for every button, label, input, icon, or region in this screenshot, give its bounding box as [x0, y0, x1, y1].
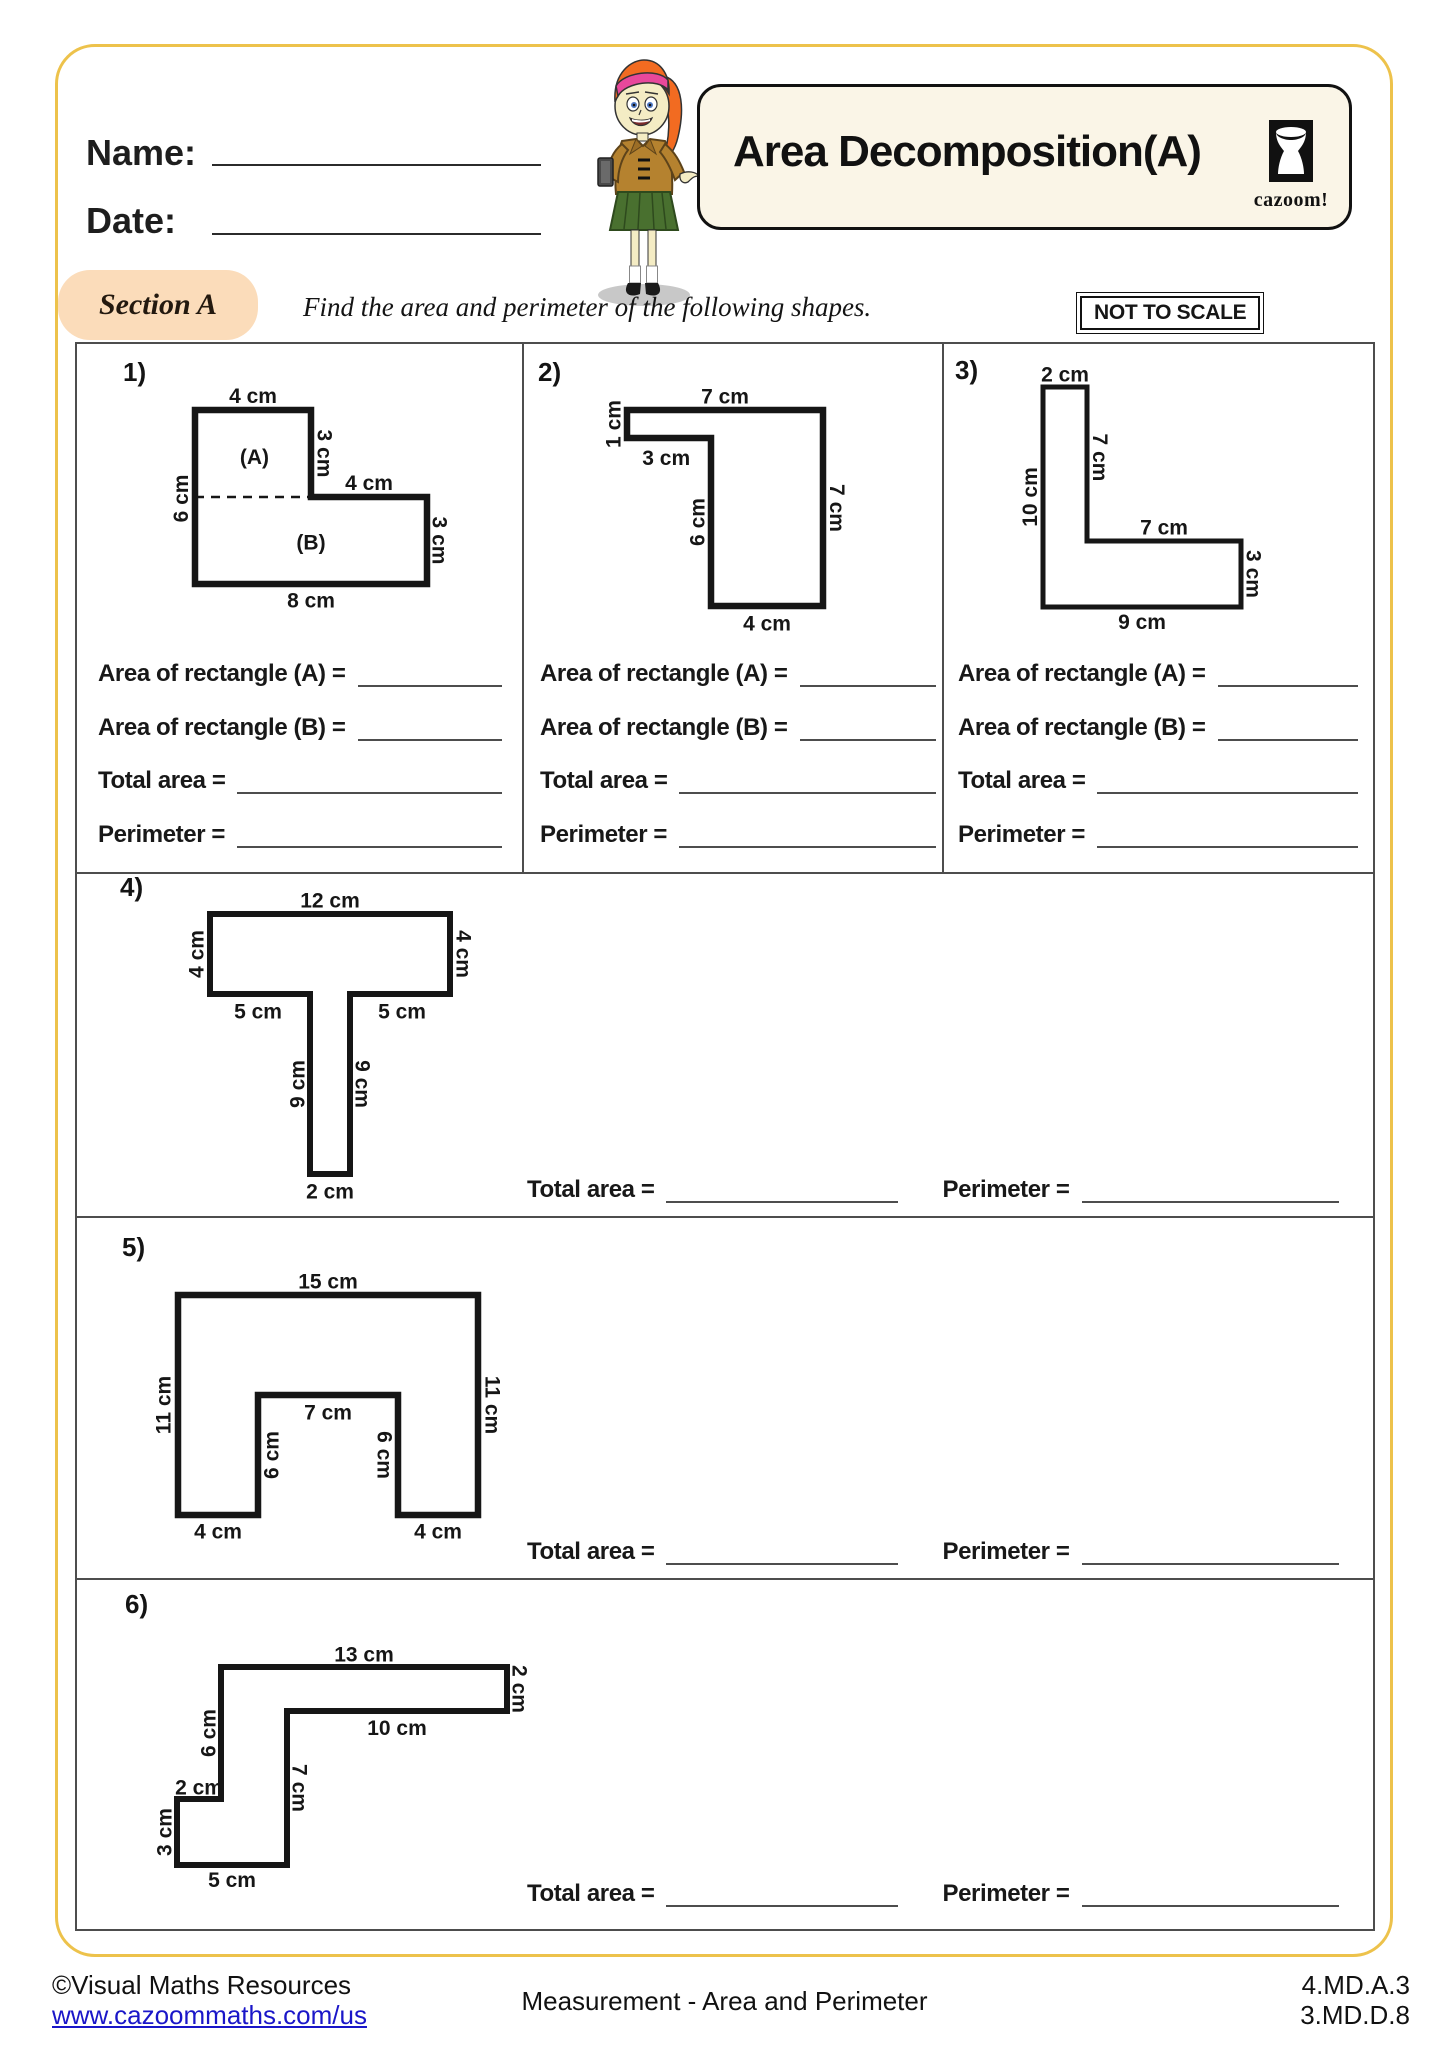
answer-row-total	[958, 767, 1358, 799]
answer-row-area-b	[98, 714, 502, 746]
answer-row-perimeter	[540, 821, 936, 853]
problem-5-shape-diagram	[114, 1255, 554, 1560]
footer-standards-codes	[1240, 1970, 1410, 2030]
svg-text:11 cm: 11 cm	[152, 1375, 176, 1435]
answer-blank-line	[666, 1538, 898, 1565]
problem-4-totals-row	[527, 1176, 1339, 1208]
problem-2-answer-block	[540, 660, 936, 874]
svg-text:(A): (A)	[239, 445, 270, 469]
svg-text:12 cm: 12 cm	[300, 889, 360, 913]
answer-row-area-a	[958, 660, 1358, 692]
svg-text:6 cm: 6 cm	[170, 474, 194, 523]
problem-5-number: 5)	[122, 1232, 146, 1262]
answer-blank-line	[666, 1880, 898, 1907]
answer-row-area-a	[540, 660, 936, 692]
svg-text:7 cm: 7 cm	[1140, 516, 1188, 540]
area-b-label: Area of rectangle (B) =	[540, 713, 788, 741]
problem-3-shape-diagram	[979, 350, 1309, 655]
problem-1-number: 1)	[123, 357, 147, 387]
footer-topic: Measurement - Area and Perimeter	[521, 1986, 928, 2016]
answer-blank-line	[800, 714, 936, 741]
svg-text:10 cm: 10 cm	[367, 1717, 427, 1741]
answer-blank-line	[800, 660, 936, 687]
answer-blank-line	[1082, 1538, 1340, 1565]
svg-text:2 cm: 2 cm	[1041, 363, 1089, 387]
svg-text:4 cm: 4 cm	[345, 472, 393, 496]
svg-text:3 cm: 3 cm	[642, 447, 691, 471]
answer-row-area-a	[98, 660, 502, 692]
area-b-label: Area of rectangle (B) =	[958, 713, 1206, 741]
total-area-label: Total area =	[540, 767, 668, 794]
answer-row-total	[540, 767, 936, 799]
answer-blank-line	[1082, 1880, 1340, 1907]
problem-5-totals-row	[527, 1538, 1339, 1570]
svg-text:8 cm: 8 cm	[287, 589, 335, 613]
svg-text:3 cm: 3 cm	[312, 429, 336, 478]
svg-text:5 cm: 5 cm	[234, 1000, 282, 1024]
svg-text:4 cm: 4 cm	[451, 930, 475, 978]
svg-text:7 cm: 7 cm	[304, 1401, 352, 1425]
problem-4-shape-diagram	[150, 878, 520, 1213]
problem-2-number: 2)	[538, 357, 562, 387]
svg-text:10 cm: 10 cm	[1018, 467, 1042, 527]
svg-text:6 cm: 6 cm	[197, 1709, 221, 1757]
cazoom-website-link[interactable]: www.cazoommaths.com/us	[52, 2000, 367, 2030]
cazoom-logo	[1246, 120, 1336, 212]
total-area-label: Total area =	[527, 1176, 655, 1203]
row-divider-2	[77, 1216, 1373, 1218]
area-a-label: Area of rectangle (A) =	[958, 660, 1206, 687]
answer-row-area-b	[958, 714, 1358, 746]
total-area-label: Total area =	[527, 1880, 655, 1907]
svg-text:3 cm: 3 cm	[153, 1808, 177, 1856]
problem-6-totals-row	[527, 1880, 1339, 1912]
answer-row-total	[98, 767, 502, 799]
svg-text:3 cm: 3 cm	[1241, 550, 1265, 598]
perimeter-label: Perimeter =	[98, 820, 226, 848]
answer-blank-line	[237, 767, 502, 794]
svg-text:6 cm: 6 cm	[686, 498, 710, 546]
perimeter-label: Perimeter =	[942, 1538, 1070, 1565]
svg-text:9 cm: 9 cm	[350, 1060, 374, 1108]
problem-4-number: 4)	[120, 872, 144, 902]
total-area-label: Total area =	[527, 1538, 655, 1565]
svg-text:(B): (B)	[296, 531, 326, 555]
logo-text: cazoom!	[1253, 189, 1329, 211]
row-divider-3	[77, 1578, 1373, 1580]
svg-text:3 cm: 3 cm	[427, 516, 451, 565]
standard-code: 4.MD.A.3	[1301, 1970, 1410, 2000]
answer-blank-line	[1082, 1176, 1340, 1203]
column-divider-2	[942, 344, 944, 872]
answer-blank-line	[237, 821, 502, 848]
svg-text:4 cm: 4 cm	[194, 1520, 242, 1544]
problem-3-number: 3)	[955, 355, 979, 385]
svg-text:6 cm: 6 cm	[372, 1431, 396, 1479]
not-to-scale-text: NOT TO SCALE	[1080, 296, 1260, 330]
answer-blank-line	[679, 767, 936, 794]
name-blank-line	[212, 164, 541, 166]
svg-text:13 cm: 13 cm	[334, 1643, 394, 1667]
date-label: Date:	[86, 200, 177, 241]
answer-blank-line	[666, 1176, 898, 1203]
svg-text:2 cm: 2 cm	[175, 1776, 223, 1800]
perimeter-label: Perimeter =	[958, 820, 1086, 848]
area-a-label: Area of rectangle (A) =	[98, 660, 346, 687]
area-a-label: Area of rectangle (A) =	[540, 660, 788, 687]
svg-text:2 cm: 2 cm	[306, 1180, 354, 1204]
svg-text:4 cm: 4 cm	[414, 1520, 462, 1544]
problem-3-answer-block	[958, 660, 1358, 874]
section-label: Section A	[58, 270, 258, 340]
svg-text:9 cm: 9 cm	[1118, 610, 1166, 634]
not-to-scale-badge	[1076, 292, 1264, 334]
svg-text:5 cm: 5 cm	[378, 1000, 426, 1024]
svg-text:7 cm: 7 cm	[1088, 433, 1112, 482]
answer-row-perimeter	[958, 821, 1358, 853]
area-b-label: Area of rectangle (B) =	[98, 713, 346, 741]
svg-text:4 cm: 4 cm	[229, 385, 277, 409]
problem-6-shape-diagram	[115, 1625, 535, 1920]
svg-text:7 cm: 7 cm	[287, 1764, 311, 1812]
svg-text:4 cm: 4 cm	[185, 930, 209, 978]
djembe-drum-icon	[1269, 120, 1313, 182]
total-area-label: Total area =	[958, 767, 1086, 794]
answer-blank-line	[679, 821, 936, 848]
svg-text:7 cm: 7 cm	[825, 484, 848, 532]
problem-1-answer-block	[98, 660, 502, 874]
svg-text:6 cm: 6 cm	[260, 1431, 284, 1479]
svg-text:7 cm: 7 cm	[701, 385, 749, 409]
answer-blank-line	[358, 714, 502, 741]
problem-6-number: 6)	[125, 1589, 149, 1619]
svg-text:11 cm: 11 cm	[480, 1375, 504, 1435]
answer-row-area-b	[540, 714, 936, 746]
answer-blank-line	[1097, 767, 1358, 794]
answer-blank-line	[358, 660, 502, 687]
perimeter-label: Perimeter =	[540, 820, 668, 848]
svg-text:15 cm: 15 cm	[298, 1270, 358, 1294]
svg-text:1 cm: 1 cm	[602, 400, 626, 448]
worksheet-title: Area Decomposition(A)	[733, 127, 1201, 176]
name-label: Name:	[86, 132, 197, 173]
answer-blank-line	[1097, 821, 1358, 848]
answer-row-perimeter	[98, 821, 502, 853]
answer-blank-line	[1218, 714, 1358, 741]
perimeter-label: Perimeter =	[942, 1880, 1070, 1907]
problem-2-shape-diagram	[557, 368, 887, 673]
svg-text:5 cm: 5 cm	[208, 1868, 256, 1892]
instruction-text: Find the area and perimeter of the following shapes.	[303, 292, 872, 322]
standard-code: 3.MD.D.8	[1300, 2000, 1410, 2030]
svg-text:9 cm: 9 cm	[286, 1060, 310, 1108]
total-area-label: Total area =	[98, 767, 226, 794]
svg-text:4 cm: 4 cm	[743, 612, 791, 636]
perimeter-label: Perimeter =	[942, 1176, 1070, 1203]
column-divider-1	[522, 344, 524, 872]
problem-1-shape-diagram	[140, 368, 500, 643]
svg-text:2 cm: 2 cm	[507, 1665, 531, 1713]
date-blank-line	[212, 233, 541, 235]
answer-blank-line	[1218, 660, 1358, 687]
copyright-text: ©Visual Maths Resources	[52, 1970, 352, 2000]
